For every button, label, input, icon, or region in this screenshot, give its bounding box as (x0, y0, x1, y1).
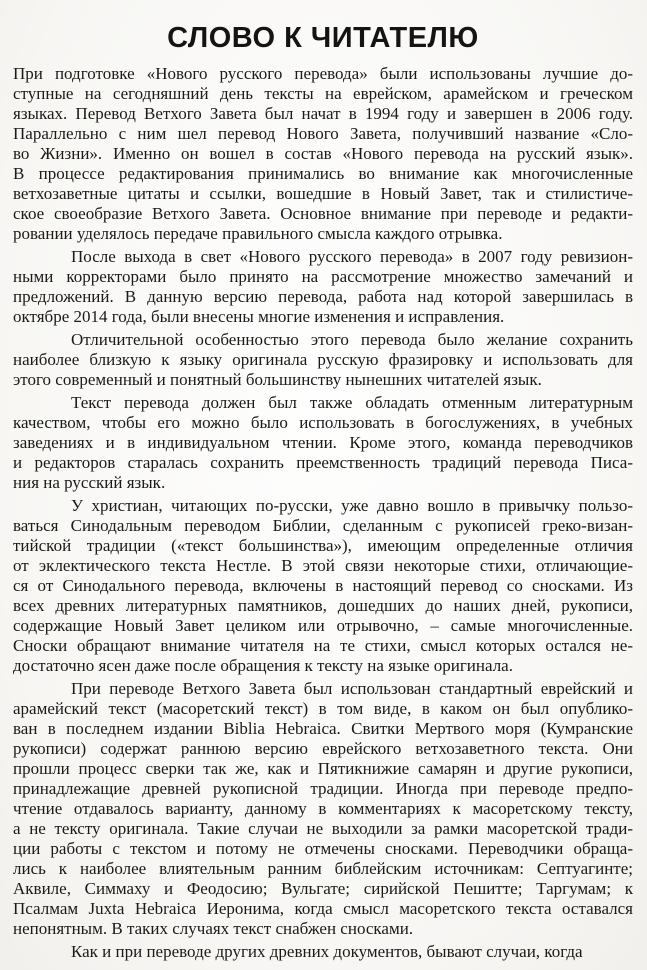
text-line: наиболее близкую к языку оригинала русскую фразировку и использовать для (13, 350, 633, 369)
text-line: ния на русский язык. (13, 473, 166, 492)
page-title: СЛОВО К ЧИТАТЕЛЮ (167, 22, 479, 54)
text-line: рукописи) содержат раннюю версию еврейского ветхозаветного текста. Они (13, 739, 633, 758)
text-line: ветхозаветные цитаты и ссылки, вошедшие в Новый Завет, так и стилистиче- (13, 184, 633, 203)
text-line: содержащие Новый Завет целиком или отрывочно, – самые многочисленные. (13, 616, 633, 635)
text-line: а не тексту оригинала. Такие случаи не выходили за рамки масоретской тради- (13, 819, 633, 838)
text-line: достаточно ясен даже после обращения к тексту на языке оригинала. (13, 656, 513, 675)
text-line: принадлежащие древней рукописной традиции. Иногда при переводе предпо- (13, 779, 633, 798)
text-line: При подготовке «Нового русского перевода» были использованы лучшие до- (13, 64, 633, 83)
text-line: лись к наиболее влиятельным ранним библейским источникам: Септуагинте; (13, 859, 633, 878)
text-line: октябре 2014 года, были внесены многие изменения и исправления. (13, 307, 505, 326)
text-line: В процессе редактирования принимались во внимание как многочисленные (13, 164, 633, 183)
text-line: ции работы с текстом и потому не отмечены сносками. Переводчики обраща- (13, 839, 633, 858)
text-line: Псалмам Juxta Hebraica Иеронима, когда смысл масоретского текста оставался (13, 899, 633, 918)
paragraph (13, 330, 633, 390)
text-line: Отличительной особенностью этого перевода было желание сохранить (71, 330, 633, 349)
text-line: всех древних литературных памятников, дошедших до наших дней, рукописи, (13, 596, 633, 615)
text-line: ными корректорами было принято на рассмотрение множество замечаний и (13, 267, 633, 286)
text-line: ровании уделялось передаче правильного смысла каждого отрывка. (13, 224, 503, 243)
text-line: заведениях и в индивидуальном чтении. Кроме этого, команда переводчиков (13, 433, 633, 452)
text-line: ван в последнем издании Biblia Hebraica. Свитки Мертвого моря (Кумранские (13, 719, 633, 738)
text-line: во Жизни». Именно он вошел в состав «Нового перевода на русский язык». (13, 144, 633, 163)
text-line: Сноски обращают внимание читателя на те стихи, смысл которых остался не- (13, 636, 633, 655)
text-line: предложений. В данную версию перевода, работа над которой завершилась в (13, 287, 633, 306)
text-line: качеством, чтобы его можно было использовать в богослужениях, в учебных (13, 413, 633, 432)
paragraph (13, 64, 633, 244)
text-line: от эклектического текста Нестле. В этой связи некоторые стихи, отличающие- (13, 556, 633, 575)
text-line: чтение отдавалось варианту, данному в комментариях к масоретскому тексту, (13, 799, 633, 818)
text-line: При переводе Ветхого Завета был использован стандартный еврейский и (71, 679, 633, 698)
text-line: непонятным. В таких случаях текст снабжен сносками. (13, 919, 414, 938)
text-line: ся от Синодального перевода, включены в настоящий перевод со сносками. Из (13, 576, 633, 595)
text-line: Текст перевода должен был также обладать отменным литературным (71, 393, 633, 412)
text-line: прошли процесс сверки так же, как и Пятикнижие самарян и другие рукописи, (13, 759, 633, 778)
paragraph (13, 679, 633, 939)
text-line: У христиан, читающих по-русски, уже давно вошло в привычку пользо- (71, 496, 633, 515)
paragraph (13, 247, 633, 327)
text-line: Как и при переводе других древних документов, бывают случаи, когда (71, 942, 583, 961)
paragraph (13, 942, 633, 962)
text-line: После выхода в свет «Нового русского перевода» в 2007 году ревизион- (71, 247, 633, 266)
paragraph (13, 393, 633, 493)
text-line: языках. Перевод Ветхого Завета был начат в 1994 году и завершен в 2006 году. (13, 104, 633, 123)
text-line: арамейский текст (масоретский текст) в том виде, в каком он был опублико- (13, 699, 633, 718)
paragraph (13, 496, 633, 676)
text-line: Параллельно с ним шел перевод Нового Завета, получивший название «Сло- (13, 124, 633, 143)
text-line: ступные на сегодняшний день тексты на еврейском, арамейском и греческом (13, 84, 633, 103)
text-line: ское своеобразие Ветхого Завета. Основное внимание при переводе и редакти- (13, 204, 633, 223)
text-line: ваться Синодальным переводом Библии, сделанным с рукописей греко-визан- (13, 516, 633, 535)
text-line: тийской традиции («текст большинства»), имеющим определенные отличия (13, 536, 633, 555)
text-line: этого современный и понятный большинству нынешних читателей язык. (13, 370, 542, 389)
text-line: Аквиле, Симмаху и Феодосию; Вульгате; сирийской Пешитте; Таргумам; к (13, 879, 633, 898)
text-line: и редакторов старалась сохранить преемственность традиций перевода Писа- (13, 453, 633, 472)
paragraphs-container (13, 64, 633, 962)
